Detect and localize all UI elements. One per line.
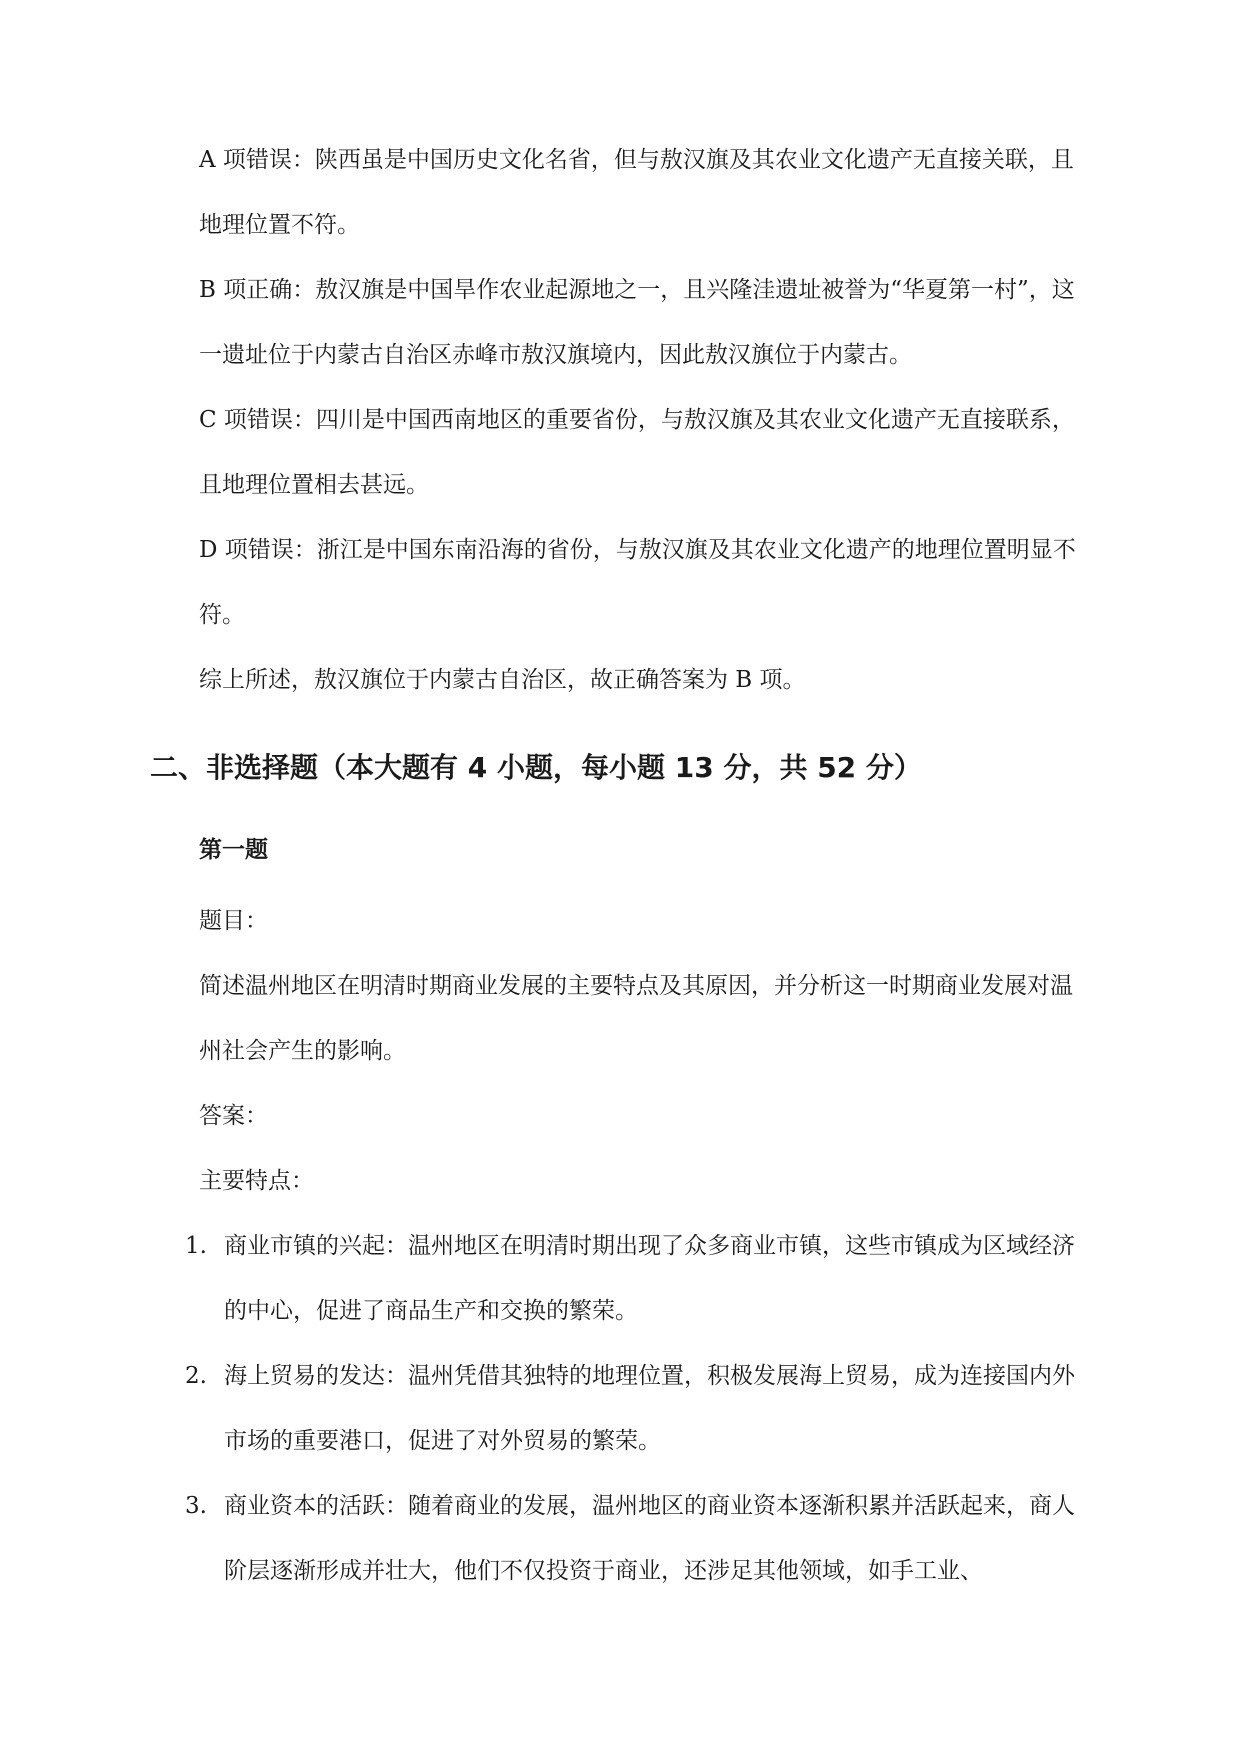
features-label: 主要特点：	[199, 1168, 314, 1194]
question-label: 题目：	[199, 908, 268, 934]
conclusion-paragraph: 综上所述，敖汉旗位于内蒙古自治区，故正确答案为 B 项。	[199, 667, 806, 693]
list-item-text: 商业资本的活跃：随着商业的发展，温州地区的商业资本逐渐积累并活跃起来，商人阶层逐渐形成并壮大，他们不仅投资于商业，还涉足其他领域，如手工业、	[224, 1493, 1075, 1584]
question-text: 简述温州地区在明清时期商业发展的主要特点及其原因，并分析这一时期商业发展对温州社会产生的影响。	[199, 973, 1073, 1064]
list-item	[185, 1474, 1085, 1604]
option-d-explanation: D 项错误：浙江是中国东南沿海的省份，与敖汉旗及其农业文化遗产的地理位置明显不符。	[199, 537, 1076, 628]
list-item-text: 商业市镇的兴起：温州地区在明清时期出现了众多商业市镇，这些市镇成为区域经济的中心，促进了商品生产和交换的繁荣。	[224, 1233, 1075, 1324]
list-item-number: 3.	[185, 1493, 207, 1519]
question-heading: 第一题	[199, 837, 268, 863]
list-item-number: 2.	[185, 1363, 207, 1389]
list-item-number: 1.	[185, 1233, 207, 1259]
option-b-explanation: B 项正确：敖汉旗是中国旱作农业起源地之一，且兴隆洼遗址被誉为“华夏第一村”，这一遗址位于内蒙古自治区赤峰市敖汉旗境内，因此敖汉旗位于内蒙古。	[199, 277, 1075, 368]
section-heading: 二、非选择题（本大题有 4 小题，每小题 13 分，共 52 分）	[150, 751, 922, 784]
answer-label: 答案：	[199, 1103, 268, 1129]
option-c-explanation: C 项错误：四川是中国西南地区的重要省份，与敖汉旗及其农业文化遗产无直接联系，且地理位置相去甚远。	[199, 407, 1075, 498]
option-a-explanation: A 项错误：陕西虽是中国历史文化名省，但与敖汉旗及其农业文化遗产无直接关联，且地理位置不符。	[199, 147, 1074, 238]
list-item	[185, 1344, 1085, 1474]
list-item-text: 海上贸易的发达：温州凭借其独特的地理位置，积极发展海上贸易，成为连接国内外市场的重要港口，促进了对外贸易的繁荣。	[224, 1363, 1075, 1454]
list-item	[185, 1214, 1085, 1344]
